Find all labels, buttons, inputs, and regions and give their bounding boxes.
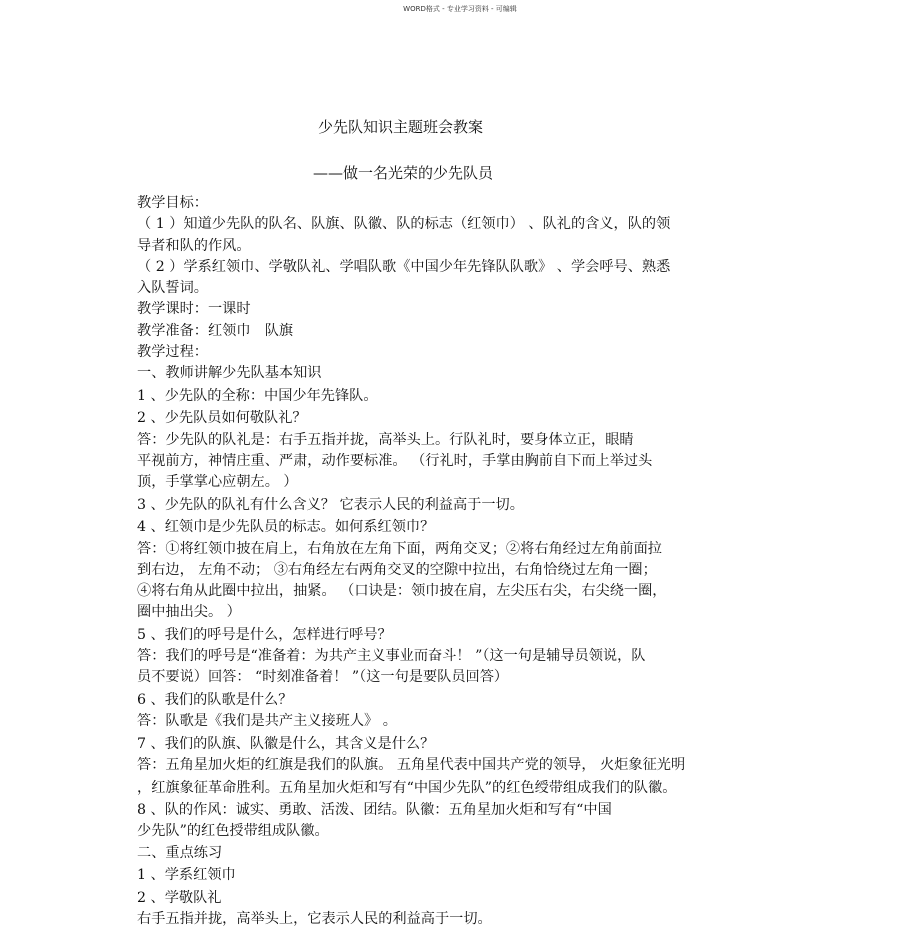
text-line: 4 、红领巾是少先队员的标志。如何系红领巾？ <box>137 519 435 536</box>
text-line: （ 2 ）学系红领巾、学敬队礼、学唱队歌《中国少年先锋队队歌》 、学会呼号、熟悉 <box>137 258 671 275</box>
text-line: 一、教师讲解少先队基本知识 <box>137 365 322 382</box>
text-line: 5 、我们的呼号是什么，怎样进行呼号？ <box>137 626 392 643</box>
text-line: 1 、少先队的全称：中国少年先锋队。 <box>137 387 378 404</box>
text-line: ④将右角从此圈中拉出，抽紧。 （口诀是：领巾披在肩，左尖压右尖，右尖绕一圈， <box>137 583 667 600</box>
text-line: 圈中抽出尖。 ） <box>137 604 241 621</box>
text-line: ，红旗象征革命胜利。五角星加火炬和写有“中国少先队”的红色绶带组成我们的队徽。 <box>137 779 677 796</box>
document-title: 少先队知识主题班会教案 <box>318 118 484 136</box>
text-line: 导者和队的作风。 <box>137 237 251 254</box>
text-line: 6 、我们的队歌是什么？ <box>137 691 293 708</box>
text-line: 答：①将红领巾披在肩上，右角放在左角下面，两角交叉；②将右角经过左角前面拉 <box>137 540 662 557</box>
text-line: 2 、少先队员如何敬队礼？ <box>137 410 307 427</box>
text-line: 入队誓词。 <box>137 280 208 297</box>
text-line: 答：五角星加火炬的红旗是我们的队旗。 五角星代表中国共产党的领导， 火炬象征光明 <box>137 757 686 774</box>
text-line: 教学准备：红领巾 队旗 <box>137 322 294 339</box>
text-line: 1 、学系红领巾 <box>137 867 236 884</box>
text-line: 答：少先队的队礼是：右手五指并拢，高举头上。行队礼时，要身体立正，眼睛 <box>137 431 634 448</box>
document-body <box>137 193 787 930</box>
text-line: 右手五指并拢，高举头上，它表示人民的利益高于一切。 <box>137 910 492 927</box>
text-line: 答：队歌是《我们是共产主义接班人》 。 <box>137 713 397 730</box>
document-subtitle: ——做一名光荣的少先队员 <box>313 164 494 182</box>
text-line: 7 、我们的队旗、队徽是什么，其含义是什么？ <box>137 735 435 752</box>
text-line: 教学过程： <box>137 344 208 361</box>
text-line: 二、重点练习 <box>137 844 223 861</box>
text-line: （ 1 ）知道少先队的队名、队旗、队徽、队的标志（红领巾） 、队礼的含义，队的领 <box>137 216 671 233</box>
text-line: 到右边， 左角不动； ③右角经左右两角交叉的空隙中拉出，右角恰绕过左角一圈； <box>137 561 657 578</box>
text-line: 2 、学敬队礼 <box>137 889 222 906</box>
text-line: 教学课时：一课时 <box>137 301 251 318</box>
text-line: 答：我们的呼号是“准备着：为共产主义事业而奋斗！ ”（这一句是辅导员领说，队 <box>137 648 646 665</box>
text-line: 少先队”的红色授带组成队徽。 <box>137 823 329 840</box>
text-line: 顶，手掌掌心应朝左。 ） <box>137 474 298 491</box>
text-line: 8 、队的作风：诚实、勇敢、活泼、团结。队徽：五角星加火炬和写有“中国 <box>137 802 612 818</box>
page-header: WORD格式 - 专业学习资料 - 可编辑 <box>403 5 517 13</box>
text-line: 平视前方，神情庄重、严肃，动作要标准。 （行礼时，手掌由胸前自下而上举过头 <box>137 452 653 469</box>
text-line: 3 、少先队的队礼有什么含义？ 它表示人民的利益高于一切。 <box>137 496 524 513</box>
text-line: 教学目标： <box>137 195 208 211</box>
text-line: 员不要说）回答： “时刻准备着！ ”（这一句是要队员回答） <box>137 669 509 686</box>
